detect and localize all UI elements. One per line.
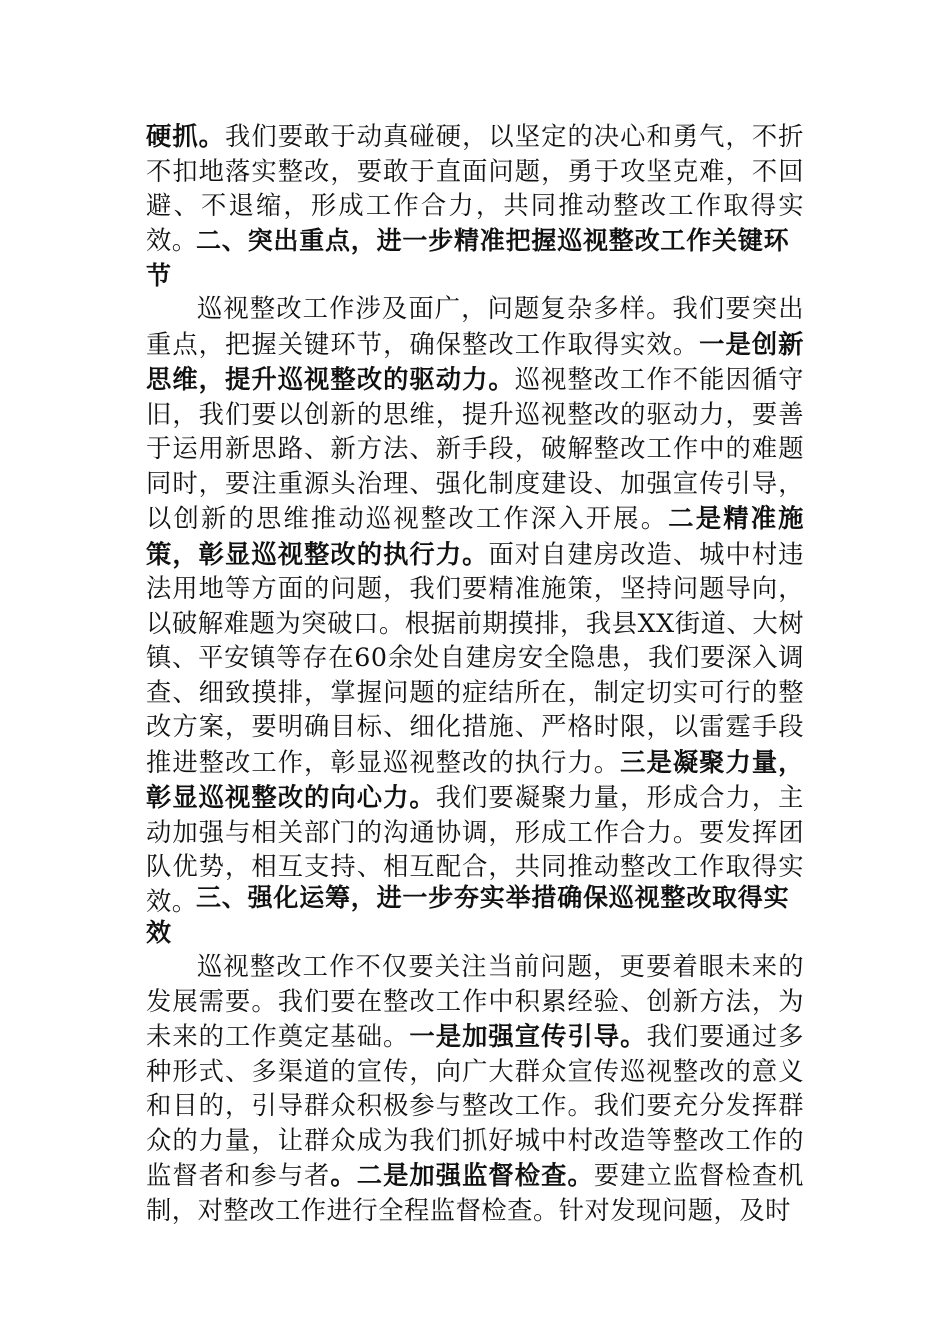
paragraph-text: 巡视整改工作涉及面广，问题复杂多样。我们要突出重点，把握关键环节，确保整改工作取得实效。 xyxy=(146,294,804,359)
paragraph-section-2 xyxy=(146,292,804,919)
paragraph-text: 我们要凝聚力量，形成合力，主动加强与相关部门的沟通协调，形成工作合力。要发挥团队优势，相互支持、相互配合，共同推动整改工作取得实效。 xyxy=(146,783,804,916)
paragraph-text: 我们要通过多种形式、多渠道的宣传，向广大群众宣传巡视整改的意义和目的，引导群众积极参与整改工作。我们要充分发挥群众的力量，让群众成为我们抓好城中村改造等整改工作的监督者和参与者 xyxy=(146,1022,804,1190)
paragraph-text: 巡视整改工作不能因循守旧，我们要以创新的思维，提升巡视整改的驱动力，要善于运用新思路、新方法、新手段，破解整改工作中的难题同时，要注重源头治理、强化制度建设、加强宣传引导，以创新的思维推动巡视整改工作深入开展。 xyxy=(146,365,804,533)
paragraph-section-3 xyxy=(146,950,804,1228)
bold-point-1: 一是创新思维，提升巡视整改的驱动力。 xyxy=(146,328,804,394)
bold-point-1: 一是加强宣传引导。 xyxy=(409,1021,647,1051)
paragraph-text: 面对自建房改造、城中村违法用地等方面的问题，我们要精准施策，坚持问题导向，以破解难题为突破口。根据前期摸排，我县XX街道、大树镇、平安镇等存在60余处自建房安全隐患，我们要深入调查、细致摸排，掌握问题的症结所在，制定切实可行的整改方案，要明确目标、细化措施、严格时限，以雷霆手段推进整改工作，彰显巡视整改的执行力。 xyxy=(146,539,804,777)
bold-lead: 硬抓。 xyxy=(146,121,226,151)
section-heading-2: 二、突出重点，进一步精准把握巡视整改工作关键环节 xyxy=(146,226,790,290)
bold-point-2: 。二是加强监督检查。 xyxy=(330,1160,594,1190)
bold-point-2: 二是精准施策，彰显巡视整改的执行力。 xyxy=(146,503,804,569)
paragraph-text: 我们要敢于动真碰硬，以坚定的决心和勇气，不折不扣地落实整改，要敢于直面问题，勇于攻坚克难，不回避、不退缩，形成工作合力，共同推动整改工作取得实效。 xyxy=(146,122,804,255)
bold-point-3: 三是凝聚力量，彰显巡视整改的向心力。 xyxy=(146,746,804,812)
paragraph-text: 要建立监督检查机制，对整改工作进行全程监督检查。针对发现问题，及时 xyxy=(146,1161,804,1225)
section-heading-3: 三、强化运筹，进一步夯实举措确保巡视整改取得实效 xyxy=(146,883,790,947)
paragraph-text: 巡视整改工作不仅要关注当前问题，更要着眼未来的发展需要。我们要在整改工作中积累经验、创新方法，为未来的工作奠定基础。 xyxy=(146,952,804,1051)
